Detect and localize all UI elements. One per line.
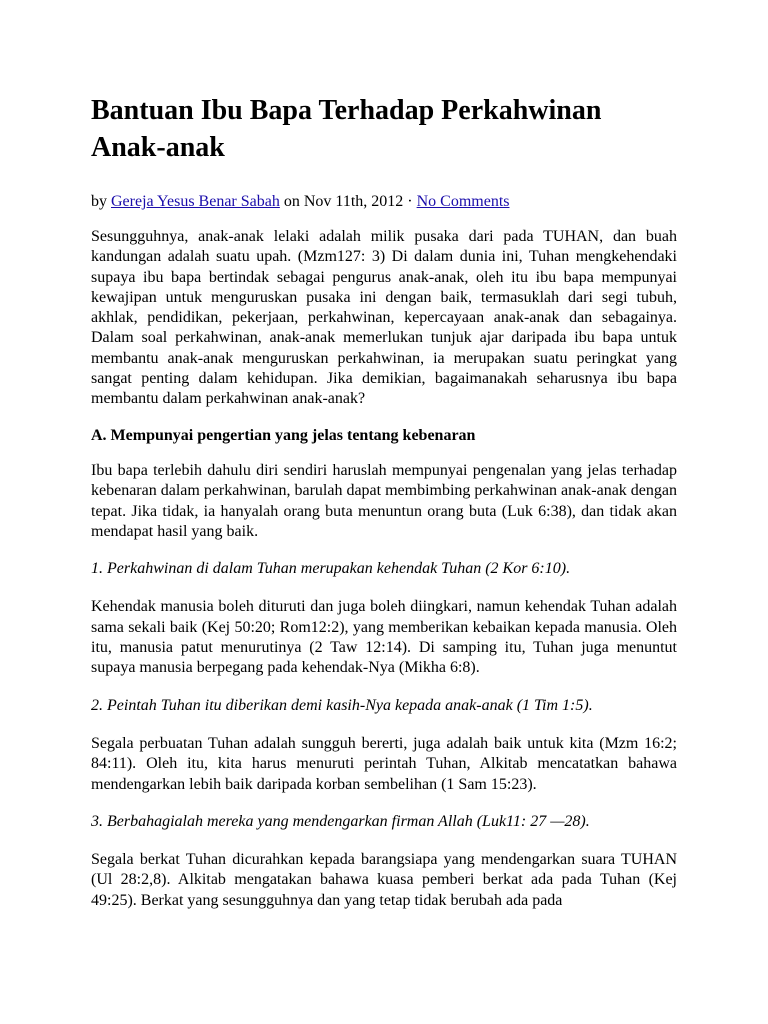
point-1-heading: 1. Perkahwinan di dalam Tuhan merupakan kehendak Tuhan (2 Kor 6:10).: [91, 560, 571, 578]
point-3-heading: 3. Berbahagialah mereka yang mendengarkan firman Allah (Luk11: 27 —28).: [91, 812, 590, 830]
point-2-heading: 2. Peintah Tuhan itu diberikan demi kasih-Nya kepada anak-anak (1 Tim 1:5).: [91, 696, 593, 714]
author-link[interactable]: Gereja Yesus Benar Sabah: [111, 193, 280, 210]
section-a-paragraph: Ibu bapa terlebih dahulu diri sendiri haruslah mempunyai pengenalan yang jelas terhadap kebenaran dalam perkahwinan, barulah dapat membimbing perkahwinan anak-anak dengan tepat. Jika tidak, ia hanyalah orang buta menuntun orang buta (Luk 6:38), dan tidak akan mendapat hasil yang baik.: [91, 461, 677, 540]
intro-paragraph: Sesungguhnya, anak-anak lelaki adalah milik pusaka dari pada TUHAN, dan buah kandungan adalah suatu upah. (Mzm127: 3) Di dalam dunia ini, Tuhan mengkehendaki supaya ibu bapa bertindak sebagai pengurus anak-anak, oleh itu ibu bapa mempunyai kewajipan untuk menguruskan pusaka ini dengan baik, termasuklah dari segi tubuh, akhlak, pendidikan, pekerjaan, perkahwinan, kepercayaan anak-anak dan sebagainya. Dalam soal perkahwinan, anak-anak memerlukan tunjuk ajar daripada ibu bapa untuk membantu anak-anak menguruskan perkahwinan, ia merupakan suatu peringkat yang sangat penting dalam kehidupan. Jika demikian, bagaimanakah seharusnya ibu bapa membantu dalam perkahwinan anak-anak?: [91, 228, 677, 408]
byline: [91, 191, 677, 213]
point-1-paragraph: Kehendak manusia boleh dituruti dan juga boleh diingkari, namun kehendak Tuhan adalah sama sekali baik (Kej 50:20; Rom12:2), yang memberikan kebaikan kepada manusia. Oleh itu, manusia patut menurutinya (2 Taw 12:14). Di samping itu, Tuhan juga menuntut supaya manusia berpegang pada kehendak-Nya (Mikha 6:8).: [91, 598, 677, 677]
point-2-paragraph: Segala perbuatan Tuhan adalah sungguh bererti, juga adalah baik untuk kita (Mzm 16:2; 84:11). Oleh itu, kita harus menuruti perintah Tuhan, Alkitab mencatatkan bahawa mendengarkan lebih baik daripada korban sembelihan (1 Sam 15:23).: [91, 734, 677, 793]
article-title: Bantuan Ibu Bapa Terhadap Perkahwinan Anak-anak: [91, 95, 602, 163]
byline-by: by: [91, 193, 111, 210]
byline-date: on Nov 11th, 2012 ·: [279, 193, 417, 210]
section-a-heading: A. Mempunyai pengertian yang jelas tentang kebenaran: [91, 426, 476, 444]
point-3-paragraph: Segala berkat Tuhan dicurahkan kepada barangsiapa yang mendengarkan suara TUHAN (Ul 28:2,8). Alkitab mengatakan bahawa kuasa pemberi berkat ada pada Tuhan (Kej 49:25). Berkat yang sesungguhnya dan yang tetap tidak berubah ada pada: [91, 851, 677, 909]
comments-link[interactable]: No Comments: [416, 193, 510, 210]
